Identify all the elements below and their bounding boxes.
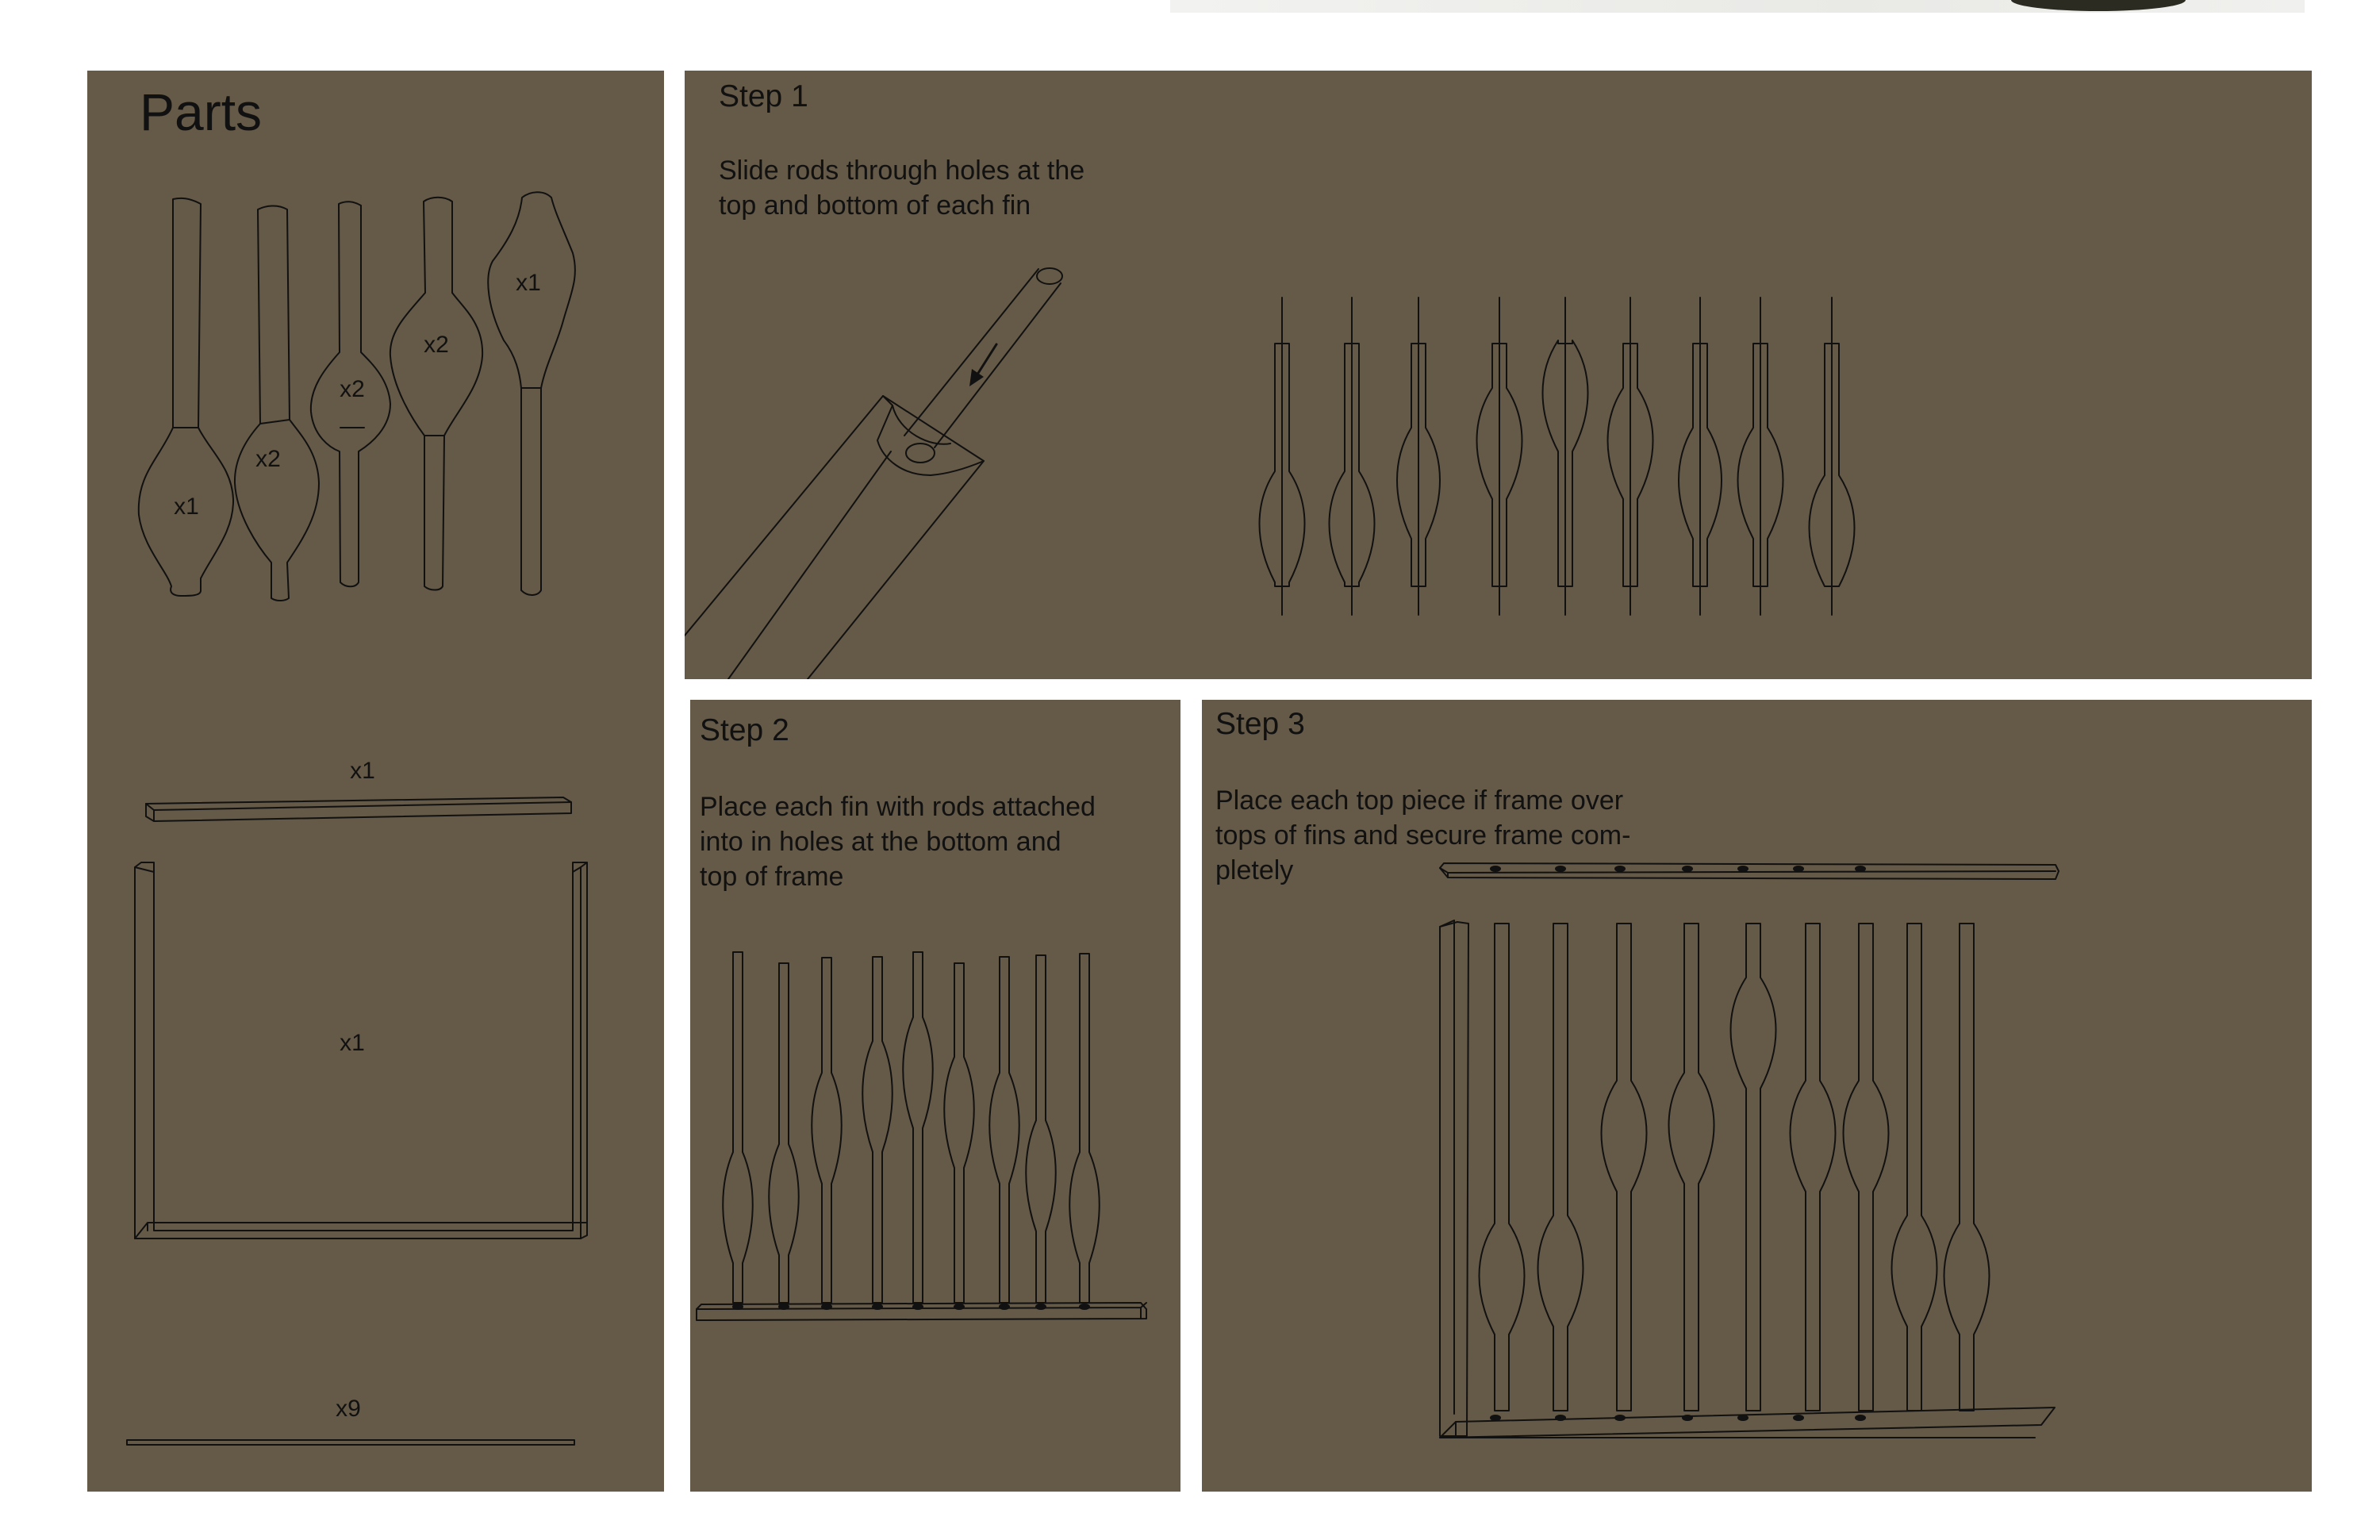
frame-top-holes: [1490, 866, 1866, 872]
hole: [954, 1304, 965, 1310]
step-1-title: Step 1: [719, 79, 808, 113]
hole: [1035, 1304, 1046, 1310]
fin: [1602, 924, 1647, 1411]
hole: [1682, 866, 1693, 872]
fin: [1026, 955, 1056, 1303]
step-3-title: Step 3: [1215, 707, 1305, 741]
hole: [1793, 1415, 1804, 1421]
fin: [1538, 924, 1583, 1411]
fin: [944, 963, 974, 1303]
hole: [1555, 1415, 1566, 1421]
fin-2: [235, 205, 319, 601]
step-2-description: Place each fin with rods attached into in holes at the bottom and top of frame: [700, 792, 1096, 892]
fin: [1791, 924, 1836, 1411]
hole: [1855, 866, 1866, 872]
fin-closeup: [685, 268, 1062, 679]
parts-panel: [87, 71, 664, 1492]
fin: [723, 952, 753, 1303]
parts-title: Parts: [140, 83, 263, 141]
hole: [1079, 1304, 1090, 1310]
fin: [1669, 924, 1714, 1411]
frame-top-piece: [1440, 863, 2059, 879]
hole: [1737, 866, 1749, 872]
hole: [821, 1304, 832, 1310]
rod-quantity: x9: [336, 1396, 361, 1422]
fin-4: [390, 198, 482, 590]
fin: [1480, 924, 1525, 1411]
fin: [769, 963, 799, 1303]
hole: [1555, 866, 1566, 872]
hole: [912, 1304, 923, 1310]
rod: [127, 1440, 574, 1445]
frame-side: [1440, 920, 1468, 1436]
hole: [1682, 1415, 1693, 1421]
step-1-description: Slide rods through holes at the top and bottom of each fin: [719, 156, 1085, 221]
hole: [1614, 866, 1626, 872]
fin: [989, 957, 1019, 1303]
step-2-drawing: [690, 700, 1180, 1492]
photo-object: [2011, 0, 2186, 11]
frame-body-quantity: x1: [340, 1030, 365, 1056]
fin: [1069, 954, 1100, 1303]
fin-3-quantity: x2: [340, 376, 365, 402]
header-photo-strip: [1170, 0, 2305, 13]
fin-5: [488, 192, 575, 595]
fins-on-frame-bottom: [723, 952, 1100, 1303]
hole: [1490, 866, 1501, 872]
fin-4-quantity: x2: [424, 332, 449, 358]
frame-top-quantity: x1: [350, 758, 375, 784]
fin-1-quantity: x1: [174, 493, 199, 520]
hole: [1793, 866, 1804, 872]
fin: [903, 952, 933, 1303]
parts-drawing: [87, 71, 664, 1492]
step-2-title: Step 2: [700, 713, 789, 747]
step-1-panel: [685, 71, 2312, 679]
fin: [1944, 924, 1990, 1411]
step-2-panel: [690, 700, 1180, 1492]
fin: [862, 957, 892, 1303]
assembled-fins-row: [1260, 298, 1855, 615]
step-3-panel: [1202, 700, 2312, 1492]
frame-bottom: [1440, 1408, 2055, 1438]
hole: [1614, 1415, 1626, 1421]
step-1-drawing: [685, 71, 2312, 679]
fin: [812, 958, 842, 1303]
fin: [1892, 924, 1937, 1411]
step-3-drawing: [1202, 700, 2312, 1492]
fins-in-frame: [1480, 924, 1990, 1411]
frame-top-piece: [146, 797, 571, 821]
fin-1: [139, 198, 233, 596]
hole: [1855, 1415, 1866, 1421]
hole: [872, 1304, 883, 1310]
hole: [778, 1304, 789, 1310]
hole: [732, 1304, 743, 1310]
fin: [1844, 924, 1889, 1411]
hole: [1490, 1415, 1501, 1421]
fin-5-quantity: x1: [516, 270, 541, 296]
step-3-description: Place each top piece if frame over tops of fins and secure frame com- pletely: [1215, 785, 1631, 885]
hole: [999, 1304, 1010, 1310]
hole: [1737, 1415, 1749, 1421]
fin: [1731, 924, 1776, 1411]
fin-2-quantity: x2: [255, 446, 281, 472]
